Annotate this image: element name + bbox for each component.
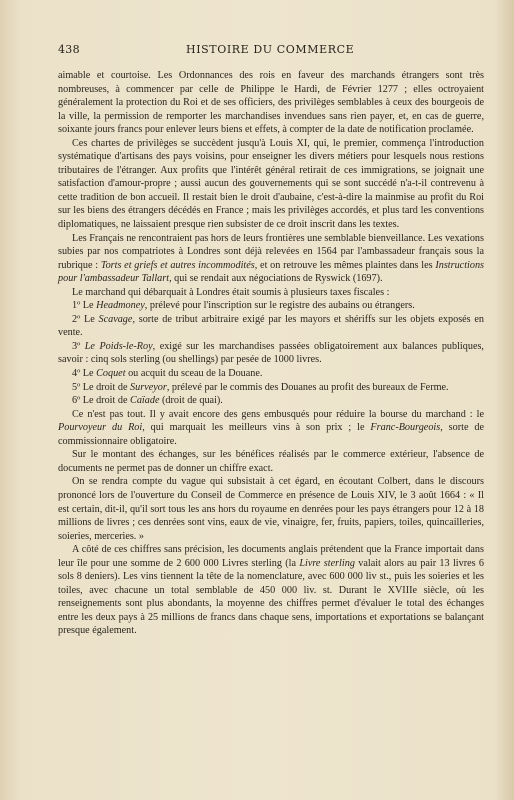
text-run: 6º Le droit de <box>72 395 131 407</box>
italic-text: Livre sterling <box>299 557 355 569</box>
italic-text: Instructions pour l'ambassadeur Tallart <box>58 259 485 285</box>
text-run: , prélevé pour l'inscription sur le registre des aubains ou étrangers. <box>144 300 415 312</box>
page-number: 438 <box>58 43 80 56</box>
paragraph <box>58 381 484 395</box>
text-run: 5º Le droit de <box>72 381 131 393</box>
paragraph <box>58 137 484 232</box>
italic-text: Headmoney <box>96 300 145 312</box>
text-run: Ces chartes de privilèges se succèdent jusqu'à Louis XI, qui, le premier, commença l'introduction systématique d'artisans des pays voisins, pour enseigner les divers métiers pour lesquels nous restions tributaires de l'étranger. Aux profits que l'intérêt général retirait de ces immigrations, se joignait une satisfaction d'amour-propre ; aussi aucun des gouvernements qui se sont succédé n'a-t-il contrevenu à cette tradition de bon accueil. Il restait bien le droit d'aubaine, c'est-à-dire la mainmise au profit du Roi sur les biens des étrangers décédés en France ; mais les privilèges accordés, et plus tard les conventions diplomatiques, ne laissaient presque rien subsister de ce droit inscrit dans les textes. <box>58 137 484 231</box>
text-run: valait alors au pair 13 livres 6 sols 8 deniers). Les vins tiennent la tête de la nomenclature, avec 600 000 liv st., puis les soieries et les toiles, avec chacune un total semblable de 450 000 liv. st. Durant le XVIIIe siècle, où les renseignements sont plus abondants, la moyenne des chiffres permet d'évaluer le total des échanges entre les deux pays à 25 millions de francs dans chaque sens, importations et exportations se balançant presque également. <box>58 557 484 637</box>
italic-text: Torts et griefs et autres incommodités <box>100 259 255 271</box>
text-run: 4º Le <box>72 368 97 380</box>
text-run: 3º <box>72 340 85 352</box>
text-run: Les Français ne rencontraient pas hors de leurs frontières une semblable bienveillance. Les vexations subies par nos compatriotes à Londres sont déjà relevées en 1564 par l'ambassadeur français sous la rubrique : <box>58 232 484 271</box>
text-run: , qui se rendait aux négociations de Ryswick (1697). <box>169 273 383 285</box>
text-run: , qui marquait les meilleurs vins à son prix ; le <box>142 422 371 434</box>
text-run: Le marchand qui débarquait à Londres était soumis à plusieurs taxes fiscales : <box>72 286 390 298</box>
italic-text: Franc-Bourgeois <box>370 422 441 434</box>
paragraph <box>58 408 484 449</box>
paragraph <box>58 313 484 340</box>
italic-text: Surveyor <box>130 381 167 393</box>
paragraph <box>58 543 484 638</box>
text-run: aimable et courtoise. Les Ordonnances des rois en faveur des marchands étrangers sont très nombreuses, à commencer par celle de Philippe le Hardi, de Février 1277 ; elles octroyaient généralement la protection du Roi et de ses officiers, des privilèges semblables à ceux des bourgeois de la ville, la permission de remporter les marchandises invendues sans rien payer, et, en cas de guerre, soixante jours francs pour enlever leurs biens et effets, à compter de la date de notification proclamée. <box>58 70 484 136</box>
text-run: On se rendra compte du vague qui subsistait à cet égard, en écoutant Colbert, dans le discours prononcé lors de l'ouverture du Conseil de Commerce en présence de Louis XIV, le 3 août 1664 : « Il est certain, dit-il, qu'il sort tous les ans hors du royaume en denrées pour les pays étrangers pour 12 à 18 millions de livres ; ces denrées sont vins, eaux de vie, vinaigre, fer, fruits, papiers, toiles, quincailleries, soieries, merceries. » <box>58 476 484 542</box>
running-header <box>58 43 484 59</box>
paragraph <box>58 448 484 475</box>
paragraph <box>58 69 484 137</box>
italic-text: Coquet <box>96 368 126 380</box>
text-run: A côté de ces chiffres sans précision, les documents anglais prétendent que la France importait dans leur île pour une somme de 2 600 000 Livres sterling (la <box>58 544 484 569</box>
page-edge-shading <box>496 0 514 800</box>
text-run: 1º Le <box>72 300 97 312</box>
italic-text: Scavage <box>98 313 133 325</box>
paragraph <box>58 394 484 408</box>
italic-text: Le Poids-le-Roy <box>84 340 153 352</box>
text-run: 2º Le <box>72 313 99 325</box>
italic-text: Caïade <box>130 395 160 407</box>
text-run: , sorte de commissionnaire obligatoire. <box>58 422 484 447</box>
paragraph <box>58 367 484 381</box>
paragraph <box>58 340 484 367</box>
text-run: Ce n'est pas tout. Il y avait encore des gens embusqués pour réduire la bourse du marchand : le <box>72 408 484 420</box>
paragraph <box>58 286 484 300</box>
paragraph <box>58 475 484 543</box>
text-run: ou acquit du sceau de la Douane. <box>125 368 263 380</box>
text-run: , sorte de tribut arbitraire exigé par les mayors et shériffs sur les objets exposés en vente. <box>58 313 484 339</box>
text-run: , prélevé par le commis des Douanes au profit des bureaux de Ferme. <box>166 381 449 393</box>
paragraph <box>58 299 484 313</box>
text-run: Sur le montant des échanges, sur les bénéfices réalisés par le commerce extérieur, l'absence de documents ne permet pas de donner un chiffre exact. <box>58 449 484 474</box>
running-title: HISTOIRE DU COMMERCE <box>186 43 355 56</box>
italic-text: Pourvoyeur du Roi <box>58 422 143 434</box>
text-run: , exigé sur les marchandises passées obligatoirement aux balances publiques, savoir : cinq sols sterling (ou shellings) par pesée de 1000 livres. <box>58 340 484 366</box>
body-text <box>58 69 484 638</box>
text-run: , et on retrouve les mêmes plaintes dans les <box>254 259 436 271</box>
paragraph <box>58 232 484 286</box>
text-run: (droit de quai). <box>159 395 223 407</box>
